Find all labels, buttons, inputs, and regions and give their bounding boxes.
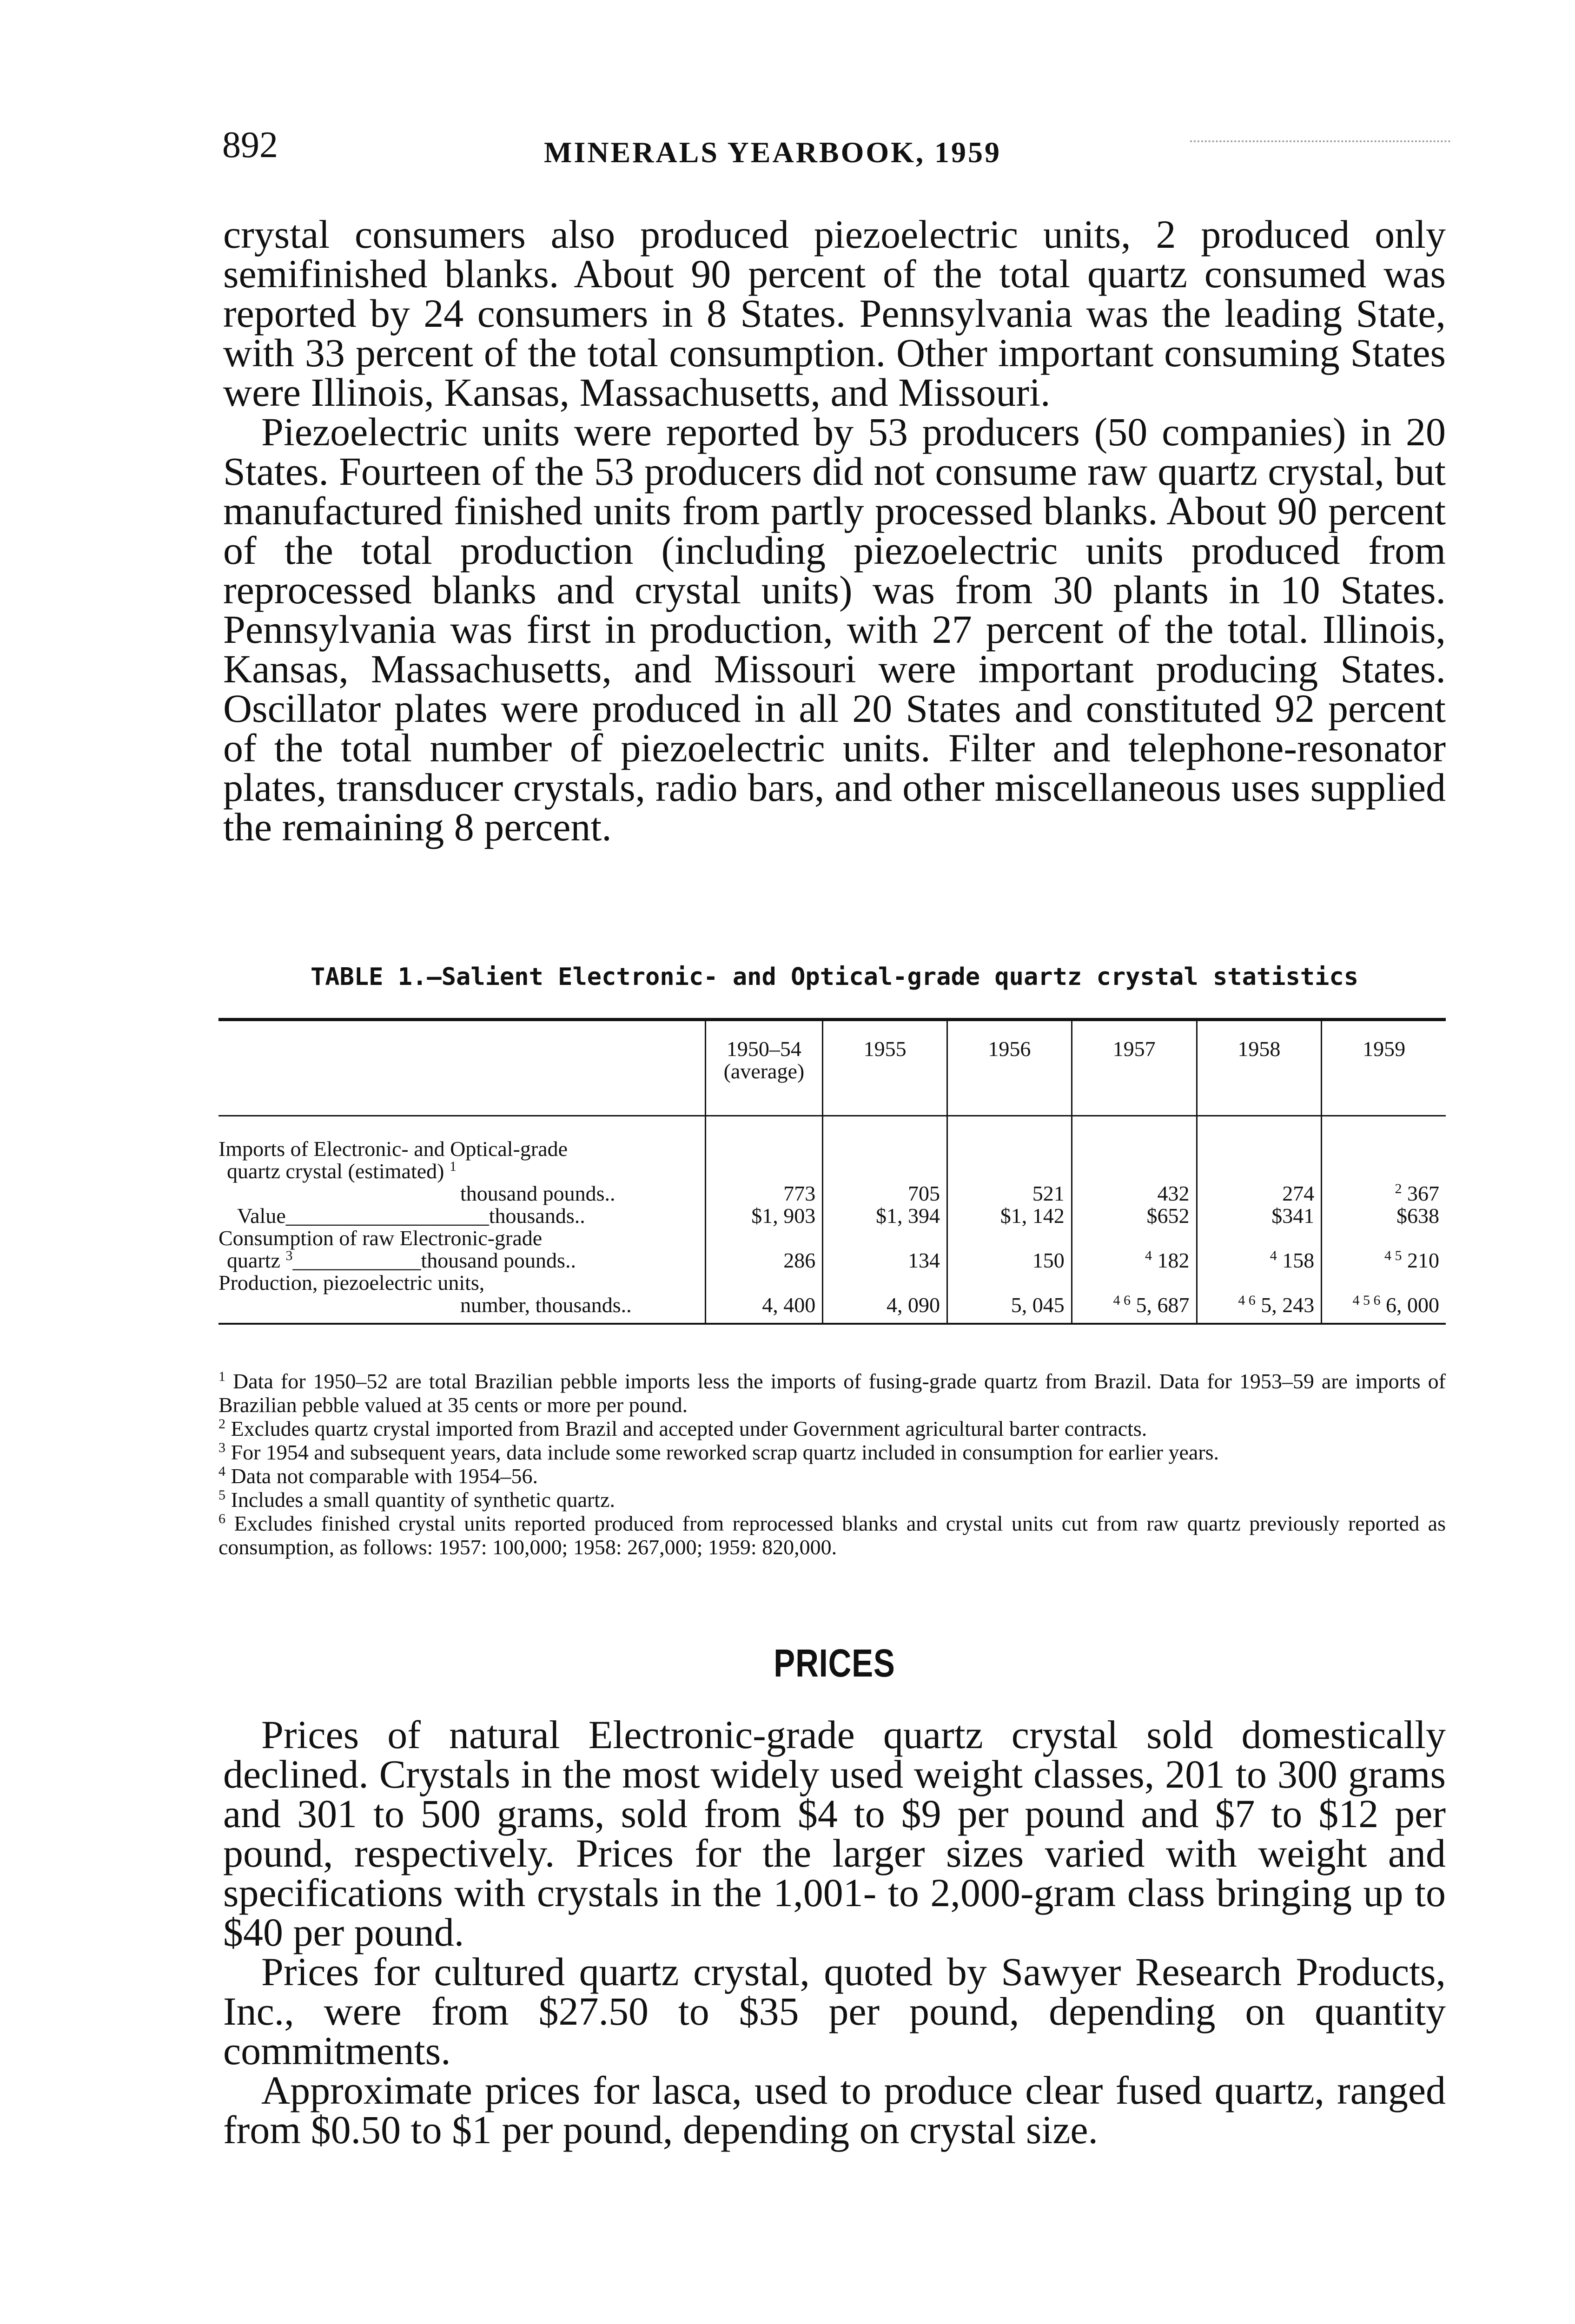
row-label-line: Production, piezoelectric units, (218, 1271, 485, 1294)
table-cell: 5, 045 (947, 1272, 1072, 1324)
table-row (218, 1205, 1446, 1227)
table-cell: $1, 903 (705, 1205, 823, 1227)
table-row (218, 1227, 1446, 1272)
table-cell: $^2$ 367 (1322, 1116, 1446, 1205)
row-label-line: Value___________________thousands.. (237, 1204, 585, 1228)
table-row (218, 1116, 1446, 1205)
row-label (218, 1205, 705, 1227)
footnote (218, 1417, 1446, 1440)
row-label (218, 1272, 705, 1324)
row-label-line: quartz $^3$____________thousand pounds.. (227, 1248, 576, 1272)
table-cell: 432 (1072, 1116, 1197, 1205)
row-unit: thousand pounds.. (460, 1182, 615, 1205)
table-cell: $^4$ 158 (1197, 1227, 1322, 1272)
footnote-number: 1 (218, 1369, 225, 1384)
row-label (218, 1227, 705, 1272)
footnote-text: Data for 1950–52 are total Brazilian pebble imports less the imports of fusing-grade quartz from Brazil. Data for 1953–59 are imports of Brazilian pebble valued at 35 cents or more per pound. (218, 1369, 1446, 1417)
footnote (218, 1440, 1446, 1464)
statistics-table-container (218, 1018, 1446, 1325)
prices-paragraph: Prices of natural Electronic-grade quartz crystal sold domestically declined. Crystals in the most widely used weight classes, 201 to 300 grams and 301 to 500 grams, sold from $4 to $9 per pound and $7 to $12 per pound, respectively. Prices for the larger sizes varied with weight and specifications with crystals in the 1,001- to 2,000-gram class bringing up to $40 per pound. (223, 1712, 1446, 1954)
prices-paragraph: Approximate prices for lasca, used to produce clear fused quartz, ranged from $0.50 to $1 per pound, depending on crystal size. (223, 2068, 1446, 2152)
prices-paragraph: Prices for cultured quartz crystal, quoted by Sawyer Research Products, Inc., were from $27.50 to $35 per pound, depending on quantity commitments. (223, 1949, 1446, 2073)
footnote-number: 2 (218, 1416, 225, 1432)
statistics-table (218, 1018, 1446, 1325)
intro-paragraph: Piezoelectric units were reported by 53 producers (50 companies) in 20 States. Fourteen of the 53 producers did not consume raw quartz crystal, but manufactured finished units from partly processed blanks. About 90 percent of the total production (including piezoelectric units produced from reprocessed blanks and crystal units) was from 30 plants in 10 States. Pennsylvania was first in production, with 27 percent of the total. Illinois, Kansas, Massachusetts, and Missouri were important producing States. Oscillator plates were produced in all 20 States and constituted 92 percent of the total number of piezoelectric units. Filter and telephone-resonator plates, transducer crystals, radio bars, and other miscellaneous uses supplied the remaining 8 percent. (223, 409, 1446, 849)
table-cell: $652 (1072, 1205, 1197, 1227)
prices-section (223, 1712, 1446, 2152)
row-label-line: Imports of Electronic- and Optical-grade (218, 1137, 568, 1161)
table-cell: $^{4 5 6}$ 6, 000 (1322, 1272, 1446, 1324)
intro-section (223, 212, 1446, 849)
table-cell: 4, 400 (705, 1272, 823, 1324)
row-label-line: Consumption of raw Electronic-grade (218, 1226, 543, 1250)
column-header: 1958 (1197, 1020, 1322, 1116)
column-header: 1956 (947, 1020, 1072, 1116)
table-caption: TABLE 1.—Salient Electronic- and Optical-grade quartz crystal statistics (310, 963, 1359, 991)
table-cell: 134 (823, 1227, 947, 1272)
table-cell: $1, 394 (823, 1205, 947, 1227)
table-cell: $638 (1322, 1205, 1446, 1227)
stub-header (218, 1020, 705, 1116)
footnote-text: For 1954 and subsequent years, data include some reworked scrap quartz included in consumption for earlier years. (231, 1440, 1219, 1464)
table-cell: 705 (823, 1116, 947, 1205)
intro-paragraph: crystal consumers also produced piezoelectric units, 2 produced only semifinished blanks. About 90 percent of the total quartz consumed was reported by 24 consumers in 8 States. Pennsylvania was the leading State, with 33 percent of the total consumption. Other important consuming States were Illinois, Kansas, Massachusetts, and Missouri. (223, 212, 1446, 415)
column-header: 1957 (1072, 1020, 1197, 1116)
footnote (218, 1512, 1446, 1559)
table-cell: 521 (947, 1116, 1072, 1205)
row-label (218, 1116, 705, 1205)
table-cell: $^{4 6}$ 5, 243 (1197, 1272, 1322, 1324)
table-cell: $^{4 6}$ 5, 687 (1072, 1272, 1197, 1324)
table-footnotes (218, 1369, 1446, 1559)
table-cell: $341 (1197, 1205, 1322, 1227)
footnote-text: Excludes finished crystal units reported produced from reprocessed blanks and crystal units cut from raw quartz previously reported as consumption, as follows: 1957: 100,000; 1958: 267,000; 1959: 820,000. (218, 1512, 1446, 1559)
footnote (218, 1464, 1446, 1488)
header-rule (1190, 140, 1450, 142)
running-head: MINERALS YEARBOOK, 1959 (544, 136, 1001, 169)
footnote-number: 5 (218, 1487, 225, 1503)
footnote-text: Data not comparable with 1954–56. (231, 1464, 538, 1488)
table-cell: 274 (1197, 1116, 1322, 1205)
table-cell: 773 (705, 1116, 823, 1205)
column-header: 1955 (823, 1020, 947, 1116)
table-header-row (218, 1020, 1446, 1116)
column-header: 1959 (1322, 1020, 1446, 1116)
table-cell: 286 (705, 1227, 823, 1272)
footnote-number: 3 (218, 1440, 225, 1455)
footnote-ref: 3 (285, 1248, 293, 1263)
page-number: 892 (222, 125, 278, 165)
table-cell: 150 (947, 1227, 1072, 1272)
row-unit: number, thousands.. (460, 1293, 632, 1317)
table-cell: $^{4 5}$ 210 (1322, 1227, 1446, 1272)
footnote (218, 1369, 1446, 1417)
footnote-text: Includes a small quantity of synthetic quartz. (231, 1488, 615, 1512)
footnote-ref: 1 (449, 1159, 457, 1174)
footnote-number: 4 (218, 1464, 225, 1479)
row-label-text: quartz crystal (estimated) (227, 1159, 444, 1183)
column-header: 1950–54 (average) (705, 1020, 823, 1116)
footnote (218, 1488, 1446, 1512)
footnote-text: Excludes quartz crystal imported from Brazil and accepted under Government agricultural barter contracts. (231, 1417, 1147, 1440)
row-label-line (218, 1160, 701, 1182)
table-cell: $1, 142 (947, 1205, 1072, 1227)
footnote-number: 6 (218, 1511, 225, 1526)
table-cell: $^4$ 182 (1072, 1227, 1197, 1272)
section-heading-prices: PRICES (774, 1641, 895, 1685)
table-cell: 4, 090 (823, 1272, 947, 1324)
table-row (218, 1272, 1446, 1324)
